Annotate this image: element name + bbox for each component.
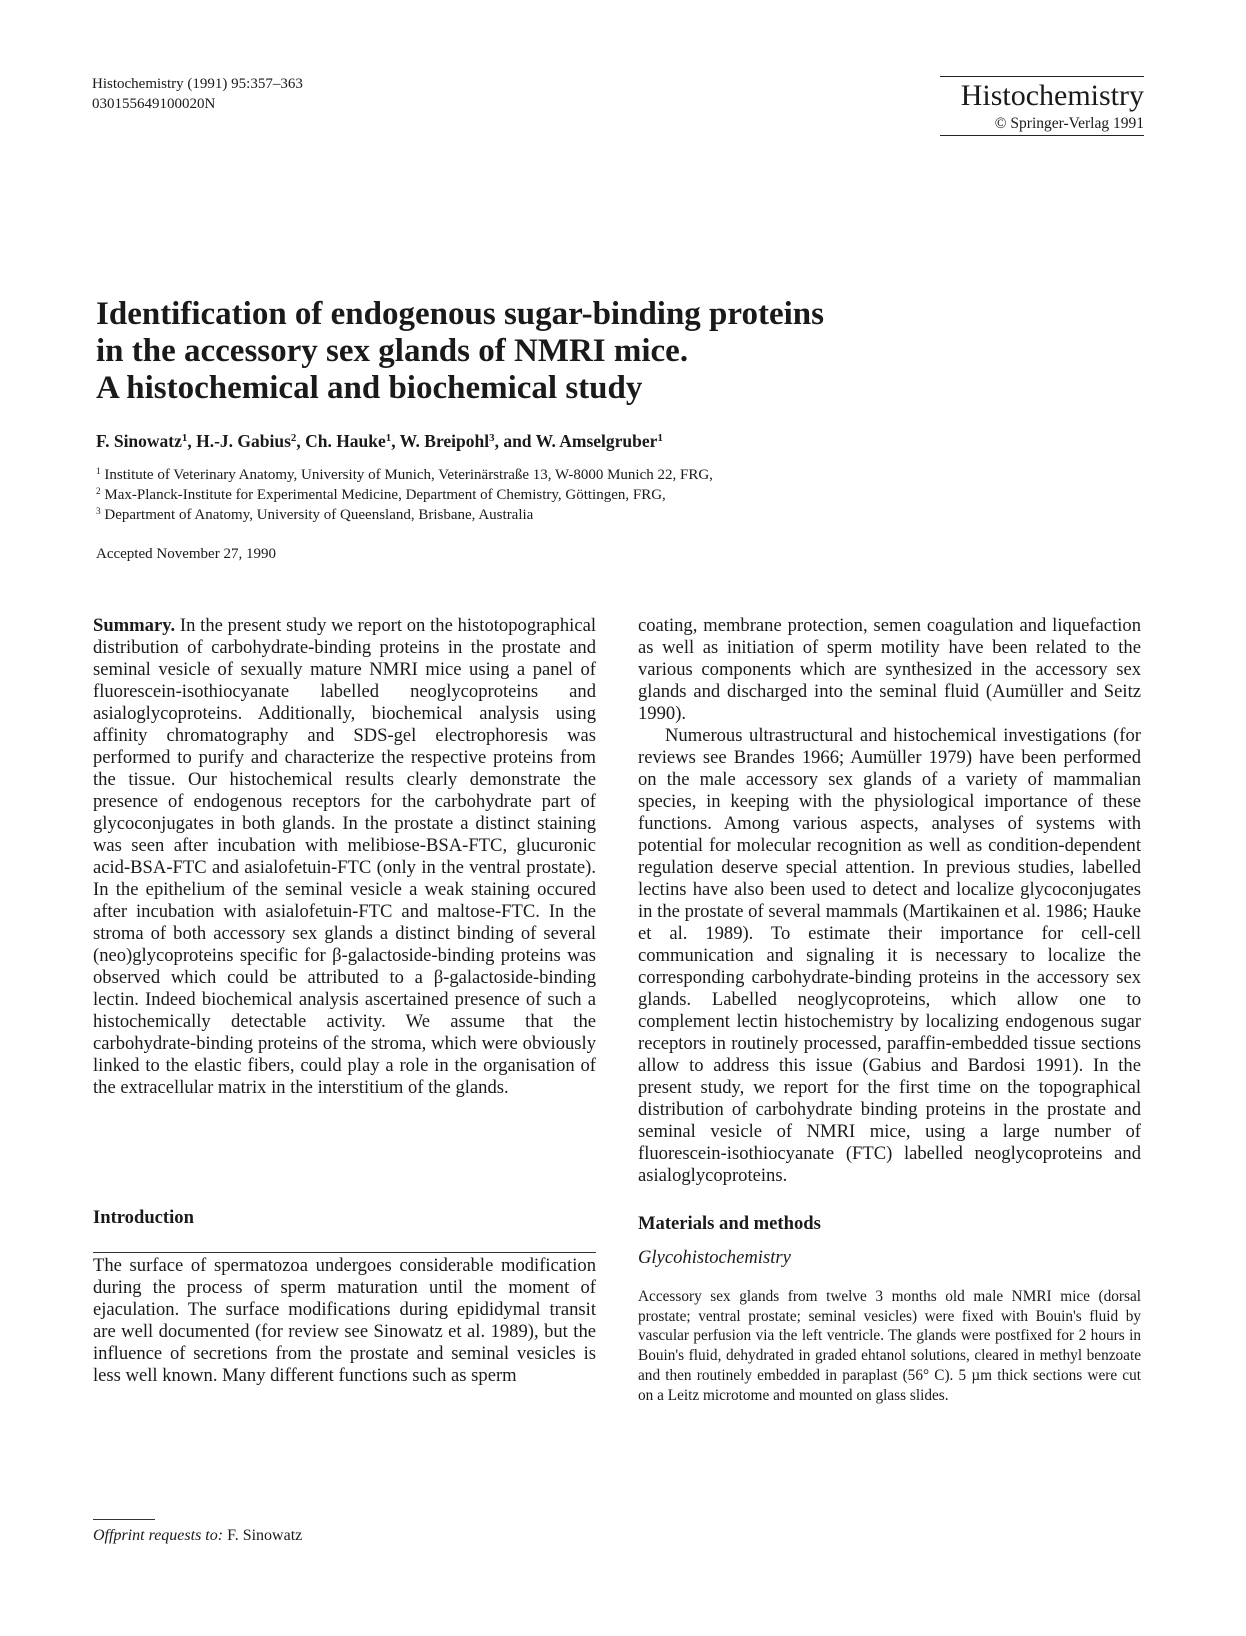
introduction-text: The surface of spermatozoa undergoes considerable modification during the process of sperm maturation until the moment of ejaculation. The surface modifications during epididymal transit are well documented (for review see Sinowatz et al. 1989), but the influence of secretions from the prostate and seminal vesicles is less well known. Many different functions such as sperm xyxy=(93,1255,596,1386)
methods-subheading: Glycohistochemistry xyxy=(638,1247,791,1268)
author-sup: 1 xyxy=(657,432,663,445)
title-line-1: Identification of endogenous sugar-binding proteins xyxy=(96,296,824,332)
affiliation-text: Max-Planck-Institute for Experimental Medicine, Department of Chemistry, Göttingen, FRG, xyxy=(104,487,666,503)
author-sup: 3 xyxy=(489,432,495,445)
author-name: , Ch. Hauke xyxy=(296,431,386,451)
spacer xyxy=(638,1187,1141,1213)
affiliation-text: Department of Anatomy, University of Queensland, Brisbane, Australia xyxy=(104,507,534,523)
title-line-3: A histochemical and biochemical study xyxy=(96,370,643,406)
right-column xyxy=(638,615,1141,1405)
masthead-rule-top xyxy=(940,76,1144,77)
affiliation-sup: 3 xyxy=(96,506,101,517)
affiliations xyxy=(96,465,713,525)
intro-paragraph-2: Numerous ultrastructural and histochemical investigations (for reviews see Brandes 1966; Aumüller 1979) have been performed on the male accessory sex glands of a variety of mammalian species, in keeping with the physiological importance of these functions. Among various aspects, analyses of systems with potential for molecular recognition as well as condition-dependent regulation deserve special attention. In previous studies, labelled lectins have also been used to detect and localize glycoconjugates in the prostate of several mammals (Martikainen et al. 1986; Hauke et al. 1989). To estimate their importance for cell-cell communication and signaling it is necessary to localize the corresponding carbohydrate-binding proteins in the accessory sex glands. Labelled neoglycoproteins, which allow one to complement lectin histochemistry by localizing endogenous sugar receptors in routinely processed, paraffin-embedded tissue sections allow to address this issue (Gabius and Bardosi 1991). In the present study, we report for the first time on the topographical distribution of carbohydrate binding proteins in the prostate and seminal vesicle of NMRI mice, using a large number of fluorescein-isothiocyanate (FTC) labelled neoglycoproteins and asialoglycoproteins. xyxy=(638,725,1141,1186)
summary-label: Summary. xyxy=(93,615,176,636)
summary-separator-rule xyxy=(93,1252,596,1253)
offprint-name: F. Sinowatz xyxy=(223,1527,303,1544)
author-sup: 2 xyxy=(290,432,297,445)
left-column xyxy=(93,615,596,1387)
spacer xyxy=(638,1269,1141,1287)
affiliation-sup: 2 xyxy=(96,486,101,497)
author-name: , H.-J. Gabius xyxy=(187,431,291,451)
author-sup: 1 xyxy=(385,432,392,445)
journal-masthead xyxy=(940,76,1144,136)
journal-name: Histochemistry xyxy=(960,79,1144,112)
affiliation-2 xyxy=(96,485,713,505)
author-sup: 1 xyxy=(181,432,188,445)
summary-paragraph xyxy=(93,615,596,1099)
copyright-line: © Springer-Verlag 1991 xyxy=(994,115,1144,132)
spacer xyxy=(93,1099,596,1207)
masthead-rule-bottom xyxy=(940,135,1144,136)
methods-heading: Materials and methods xyxy=(638,1213,821,1234)
affiliation-sup: 1 xyxy=(96,466,101,477)
affiliation-1 xyxy=(96,465,713,485)
offprint-label: Offprint requests to: xyxy=(93,1527,224,1544)
citation: Histochemistry (1991) 95:357–363 xyxy=(92,76,303,92)
affiliation-3 xyxy=(96,505,713,525)
running-header xyxy=(92,74,303,114)
article-code: 030155649100020N xyxy=(92,96,216,112)
footnote-rule xyxy=(93,1519,155,1520)
author-name: , W. Breipohl xyxy=(391,431,490,451)
author-name: F. Sinowatz xyxy=(96,431,182,451)
summary-text: In the present study we report on the histotopographical distribution of carbohydrate-binding proteins in the prostate and seminal vesicle of sexually mature NMRI mice using a panel of fluorescein-isothiocyanate labelled neoglycoproteins and asialoglycoproteins. Additionally, biochemical analysis using affinity chromatography and SDS-gel electrophoresis was performed to purify and characterize the respective proteins from the tissue. Our histochemical results clearly demonstrate the presence of endogenous receptors for the carbohydrate part of glycoconjugates in both glands. In the prostate a distinct staining was seen after incubation with melibiose-BSA-FTC, glucuronic acid-BSA-FTC and asialofetuin-FTC (only in the ventral prostate). In the epithelium of the seminal vesicle a weak staining occured after incubation with asialofetuin-FTC and maltose-FTC. In the stroma of both accessory sex glands a distinct binding of several (neo)glycoproteins specific for β-galactoside-binding proteins was observed which could be attributed to a β-galactoside-binding lectin. Indeed biochemical analysis ascertained presence of such a histochemically detectable activity. We assume that the carbohydrate-binding proteins of the stroma, which were obviously linked to the elastic fibers, could play a role in the organisation of the extracellular matrix in the interstitium of the glands. xyxy=(93,615,596,1098)
affiliation-text: Institute of Veterinary Anatomy, University of Munich, Veterinärstraße 13, W-8000 Munich 22, FRG, xyxy=(104,467,713,483)
intro-continued-paragraph: coating, membrane protection, semen coagulation and liquefaction as well as initiation of sperm motility have been related to the various components which are synthesized in the accessory sex glands and discharged into the seminal fluid (Aumüller and Seitz 1990). xyxy=(638,615,1141,724)
title-line-2: in the accessory sex glands of NMRI mice. xyxy=(96,333,689,369)
methods-text: Accessory sex glands from twelve 3 months old male NMRI mice (dorsal prostate; ventral prostate; seminal vesicles) were fixed with Bouin's fluid by vascular perfusion via the left ventricle. The glands were postfixed for 2 hours in Bouin's fluid, dehydrated in graded ehtanol solutions, cleared in methyl benzoate and then routinely embedded in paraplast (56° C). 5 µm thick sections were cut on a Leitz microtome and mounted on glass slides. xyxy=(638,1288,1141,1404)
accepted-date: Accepted November 27, 1990 xyxy=(96,546,276,562)
spacer xyxy=(638,1235,1141,1247)
article-title xyxy=(96,296,996,407)
author-name: , and W. Amselgruber xyxy=(494,431,658,451)
author-list xyxy=(96,430,663,452)
introduction-heading: Introduction xyxy=(93,1207,194,1228)
offprint-note xyxy=(93,1527,302,1545)
